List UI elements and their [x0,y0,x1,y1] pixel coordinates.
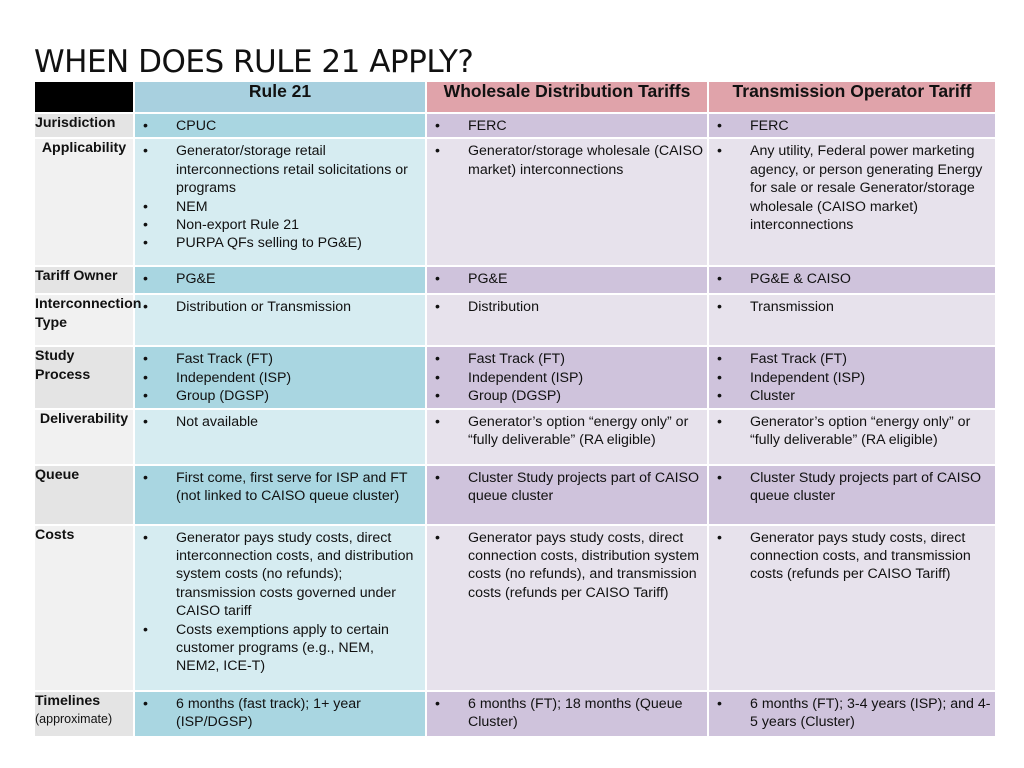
row-label [34,138,134,266]
bullet-list [135,692,425,734]
bullet-item: • CPUC [135,117,421,135]
bullet-item: • Generator’s option “energy only” or “fully deliverable” (RA eligible) [709,413,991,450]
bullet-item: • Independent (ISP) [135,369,421,387]
bullet-list [135,295,425,318]
bullet-list [709,114,995,137]
bullet-item: • PG&E [135,270,421,288]
column-header-transmission: Transmission Operator Tariff [708,81,996,113]
transmission-cell [708,691,996,737]
bullet-list [135,347,425,407]
bullet-item: • Distribution [427,298,703,316]
row-label-text: Queue [35,466,80,483]
table-row [34,691,996,737]
row-label-text: Jurisdiction [35,115,116,131]
bullet-item: • Generator’s option “energy only” or “fully deliverable” (RA eligible) [427,413,703,450]
bullet-item: • 6 months (FT); 18 months (Queue Cluster) [427,695,703,732]
row-label-text: Interconnection Type [35,296,142,331]
rule21-cell [134,525,426,691]
table-row [34,266,996,294]
row-label-text: Costs [35,526,75,543]
row-label [34,525,134,691]
bullet-list [427,267,707,290]
bullet-item: • Independent (ISP) [709,369,991,387]
bullet-item: • Generator pays study costs, direct connection costs, distribution system costs (no refunds), and transmission costs (refunds per CAISO Tariff) [427,529,703,603]
row-label [34,266,134,294]
bullet-item: • Transmission [709,298,991,316]
wholesale-cell [426,525,708,691]
bullet-list [709,692,995,734]
page-title: WHEN DOES RULE 21 APPLY? [34,44,474,80]
rule21-cell [134,409,426,465]
transmission-cell [708,294,996,346]
bullet-item: • First come, first serve for ISP and FT (not linked to CAISO queue cluster) [135,469,421,506]
bullet-list [427,347,707,407]
bullet-item: • Any utility, Federal power marketing agency, or person generating Energy for sale or resale Generator/storage wholesale (CAISO market) interconnections [709,142,991,234]
table-row [34,346,996,408]
bullet-list [709,526,995,586]
row-sublabel-text: (approximate) [35,712,113,727]
bullet-item: • Group (DGSP) [135,387,421,405]
bullet-list [427,139,707,181]
row-label-text: Deliverability [39,410,129,427]
bullet-list [427,114,707,137]
bullet-item: • PG&E [427,270,703,288]
bullet-list [709,410,995,452]
bullet-item: • PG&E & CAISO [709,270,991,288]
row-label-text: Tariff Owner [35,268,118,285]
bullet-list [427,410,707,452]
table-row [34,525,996,691]
table-row [34,294,996,346]
bullet-list [427,692,707,734]
column-header-rule21: Rule 21 [134,81,426,113]
transmission-cell [708,266,996,294]
rule21-cell [134,465,426,525]
column-header-wholesale: Wholesale Distribution Tariffs [426,81,708,113]
row-label-text: Study Process [35,348,91,383]
transmission-cell [708,346,996,408]
bullet-item: • Cluster [709,387,991,405]
bullet-list [709,139,995,236]
wholesale-cell [426,409,708,465]
table-row [34,138,996,266]
bullet-list [709,267,995,290]
bullet-item: • FERC [427,117,703,135]
bullet-list [135,526,425,678]
bullet-item: • Costs exemptions apply to certain customer programs (e.g., NEM, NEM2, ICE-T) [135,621,421,676]
rule21-cell [134,113,426,138]
bullet-list [135,410,425,433]
bullet-item: • Non-export Rule 21 [135,216,421,234]
table-row [34,465,996,525]
row-label [34,465,134,525]
wholesale-cell [426,138,708,266]
bullet-list [427,295,707,318]
bullet-item: • Generator pays study costs, direct interconnection costs, and distribution system costs (no refunds); transmission costs governed under CAISO tariff [135,529,421,621]
bullet-item: • Not available [135,413,421,431]
bullet-list [709,295,995,318]
bullet-list [135,114,425,137]
transmission-cell [708,465,996,525]
bullet-list [709,347,995,407]
bullet-item: • Generator pays study costs, direct connection costs, and transmission costs (refunds per CAISO Tariff) [709,529,991,584]
bullet-item: • 6 months (FT); 3-4 years (ISP); and 4-5 years (Cluster) [709,695,991,732]
wholesale-cell [426,691,708,737]
bullet-item: • Cluster Study projects part of CAISO queue cluster [427,469,703,506]
bullet-item: • Independent (ISP) [427,369,703,387]
transmission-cell [708,138,996,266]
bullet-list [135,139,425,254]
bullet-list [135,466,425,508]
row-label [34,113,134,138]
bullet-item: • Fast Track (FT) [427,350,703,368]
bullet-item: • PURPA QFs selling to PG&E) [135,234,421,252]
row-label [34,691,134,737]
wholesale-cell [426,294,708,346]
rule21-cell [134,294,426,346]
wholesale-cell [426,346,708,408]
rule21-cell [134,691,426,737]
bullet-item: • Generator/storage retail interconnections retail solicitations or programs [135,142,421,197]
row-label [34,409,134,465]
row-label-text: Timelines [35,692,101,709]
transmission-cell [708,409,996,465]
table-row [34,409,996,465]
bullet-item: • FERC [709,117,991,135]
bullet-item: • Fast Track (FT) [135,350,421,368]
bullet-item: • Group (DGSP) [427,387,703,405]
wholesale-cell [426,113,708,138]
bullet-list [427,466,707,508]
bullet-item: • Generator/storage wholesale (CAISO market) interconnections [427,142,703,179]
header-corner-cell [34,81,134,113]
header-row [34,81,996,113]
bullet-list [709,466,995,508]
wholesale-cell [426,266,708,294]
rule21-cell [134,346,426,408]
row-label [34,346,134,408]
bullet-item: • Fast Track (FT) [709,350,991,368]
rule21-cell [134,266,426,294]
table-row [34,113,996,138]
row-label-text: Applicability [41,140,127,157]
bullet-item: • 6 months (fast track); 1+ year (ISP/DGSP) [135,695,421,732]
wholesale-cell [426,465,708,525]
bullet-list [427,526,707,605]
bullet-list [135,267,425,290]
bullet-item: • NEM [135,198,421,216]
bullet-item: • Distribution or Transmission [135,298,421,316]
rule21-comparison-table [33,80,997,738]
row-label [34,294,142,346]
transmission-cell [708,113,996,138]
transmission-cell [708,525,996,691]
bullet-item: • Cluster Study projects part of CAISO queue cluster [709,469,991,506]
rule21-cell [134,138,426,266]
